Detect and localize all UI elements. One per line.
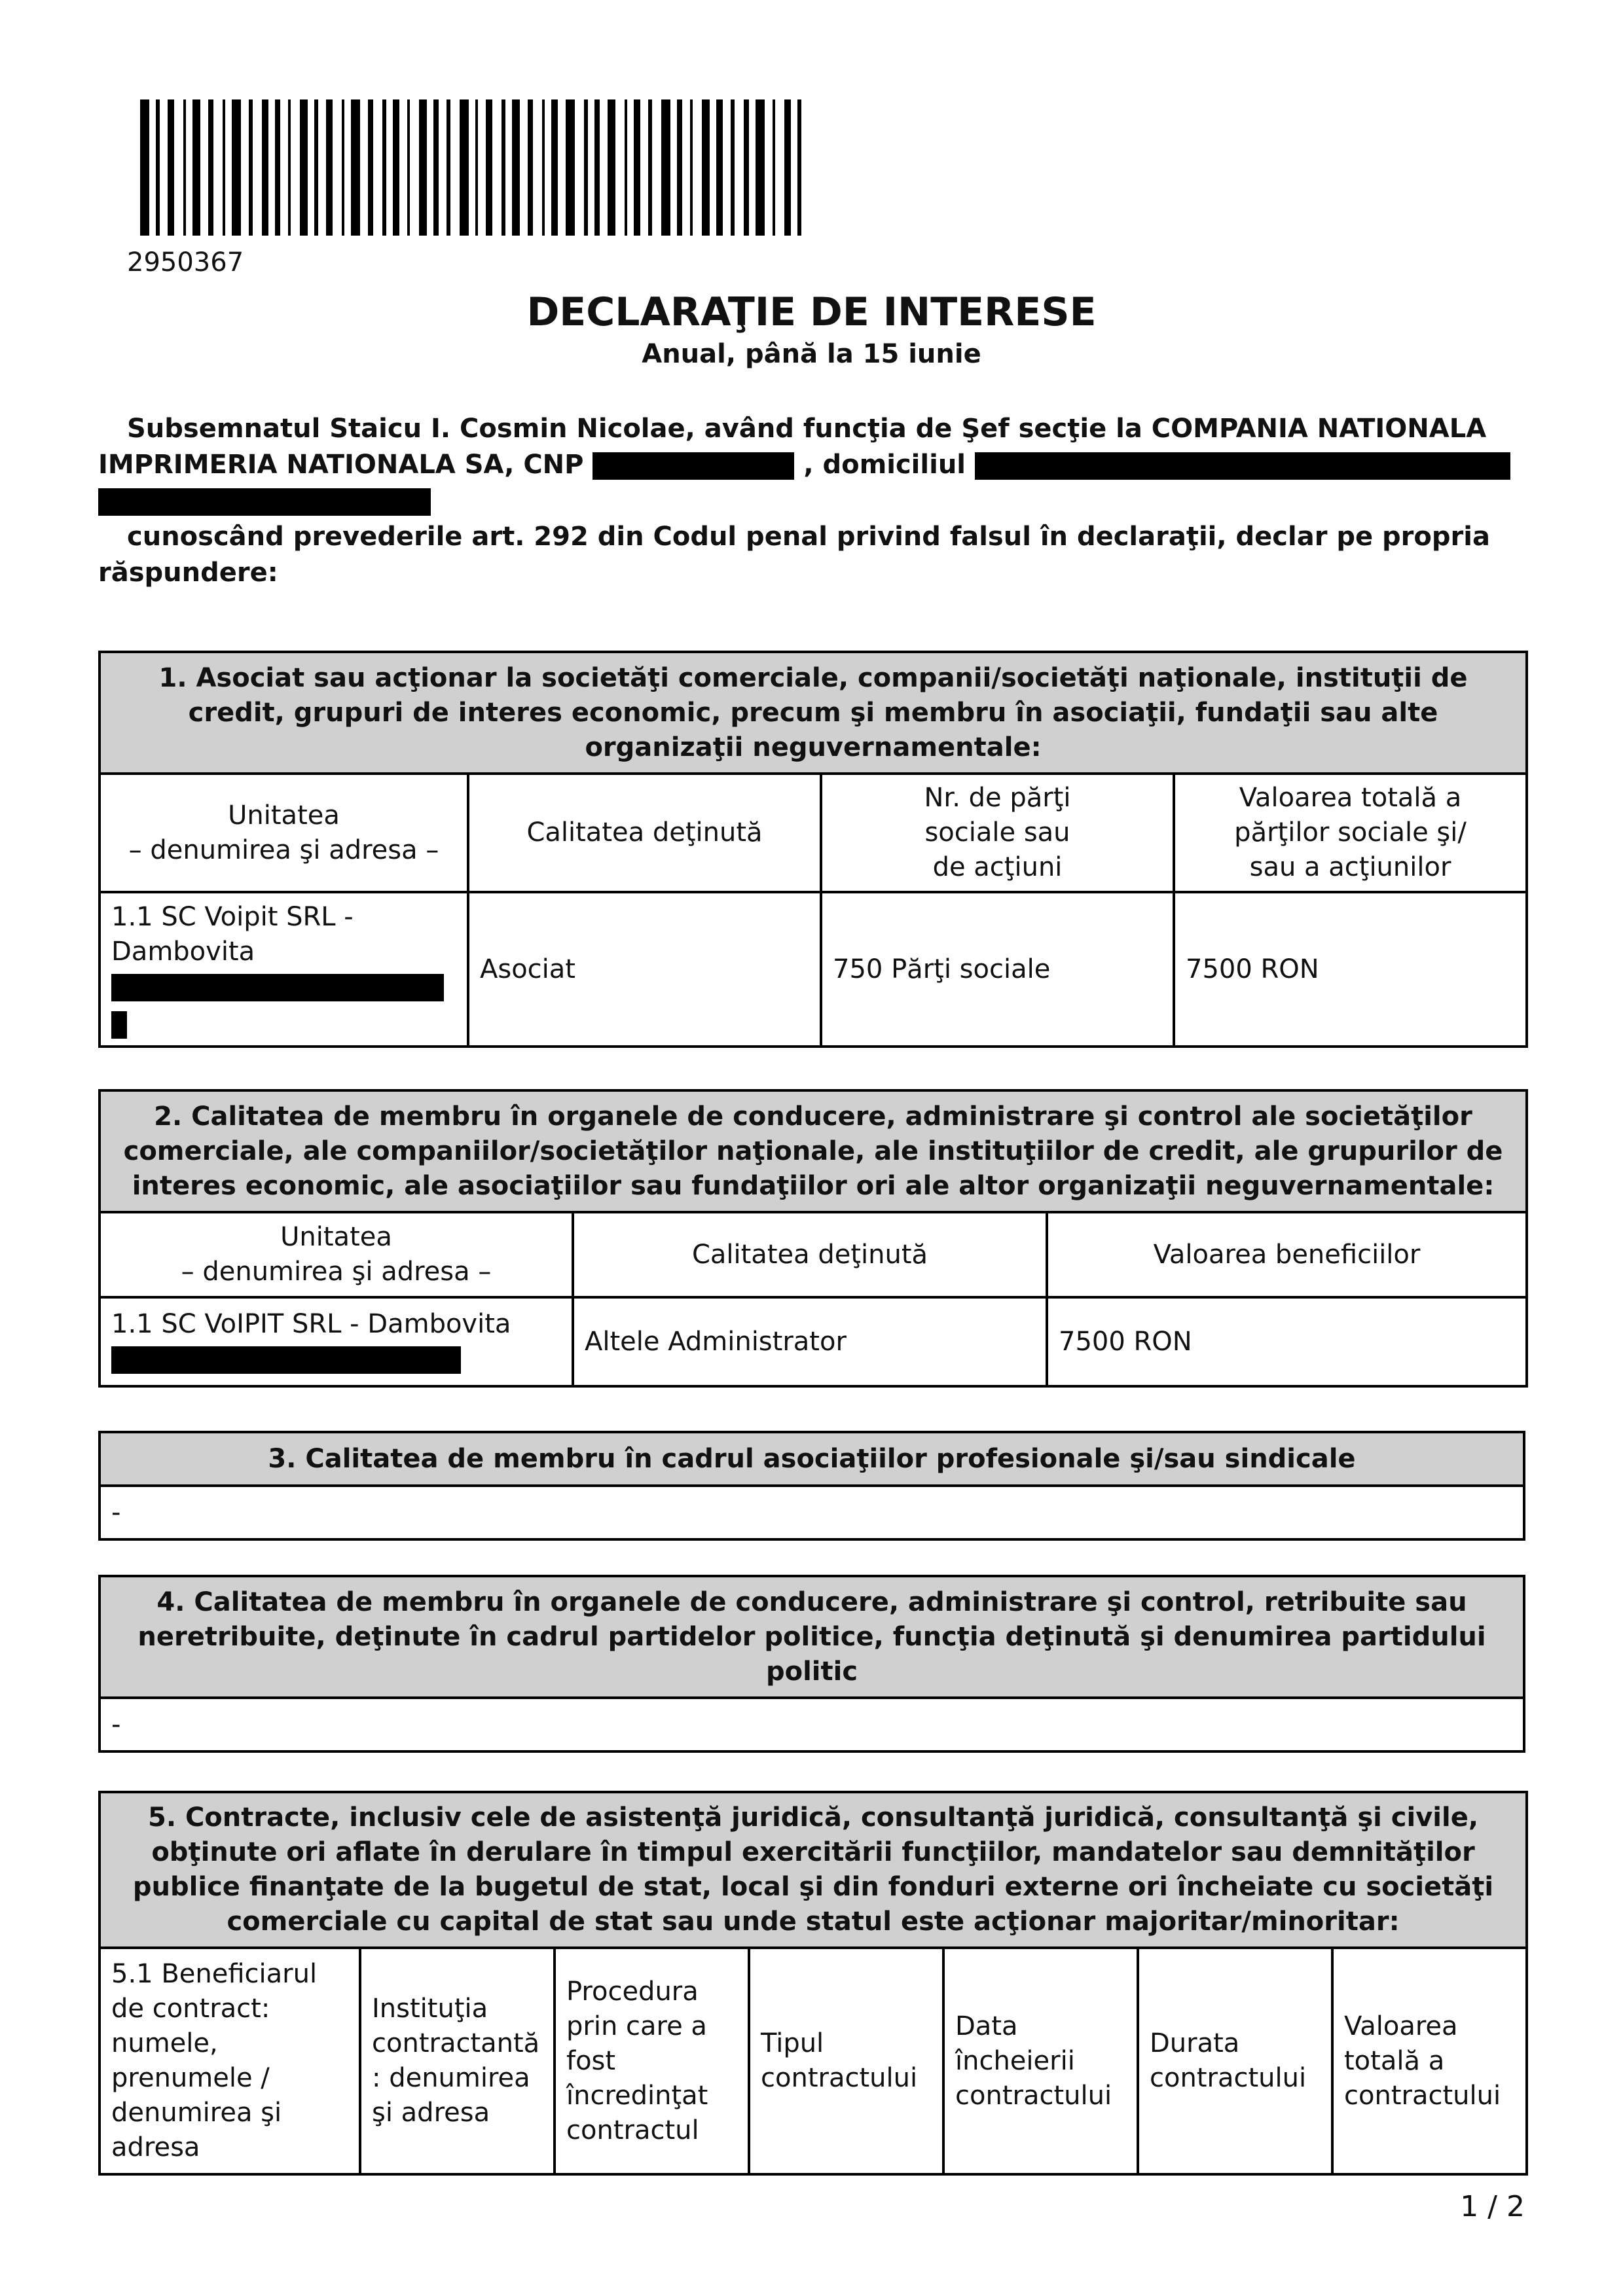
col-role-header: Calitatea deţinută [468, 774, 821, 892]
col-unit-header: Unitatea – denumirea şi adresa – [100, 1212, 573, 1297]
col-type-header: Tipul contractului [749, 1948, 943, 2174]
section-4-heading: 4. Calitatea de membru în organele de conducere, administrare şi control, retribuite sau neretribuite, deţinute în cadrul partidelor politice, funcţia deţinută şi denumirea partidului politic [100, 1576, 1524, 1698]
row-unit: 1.1 SC Voipit SRL - Dambovita [111, 902, 354, 967]
redacted-unit-address-cont [111, 1011, 127, 1039]
row-unit-cell [100, 1297, 573, 1386]
section-1-table [98, 651, 1528, 1048]
section-4-content: - [100, 1698, 1524, 1751]
col-shares-header: Nr. de părţi sociale sau de acţiuni [821, 774, 1174, 892]
col-role-header: Calitatea deţinută [573, 1212, 1047, 1297]
table-row [100, 892, 1527, 1047]
col-value-header: Valoarea totală a părţilor sociale şi/ sau a acţiunilor [1174, 774, 1527, 892]
col-benefits-header: Valoarea beneficiilor [1047, 1212, 1527, 1297]
section-3-content: - [100, 1486, 1524, 1539]
col-institution-header: Instituţia contractantă : denumirea şi adresa [360, 1948, 555, 2174]
section-5-heading: 5. Contracte, inclusiv cele de asistenţă juridică, consultanţă juridică, consultanţă şi civile, obţinute ori aflate în derulare în timpul exercitării funcţiilor, mandatelor sau demnităţilor publice finanţate de la bugetul de stat, local şi din fonduri externe ori încheiate cu societăţi comerciale cu capital de stat sau unde statul este acţionar majoritar/minoritar: [100, 1792, 1527, 1948]
declarant-text: Subsemnatul Staicu I. Cosmin Nicolae, având funcţia de Şef secţie la COMPANIA NATIONALA IMPRIMERIA NATIONALA SA, CNP [98, 414, 1487, 480]
row-unit-cell [100, 892, 468, 1047]
domicile-label: , domiciliul [803, 450, 966, 480]
row-value: 7500 RON [1174, 892, 1527, 1047]
row-shares: 750 Părţi sociale [821, 892, 1174, 1047]
col-procedure-header: Procedura prin care a fost încredinţat contractul [555, 1948, 749, 2174]
row-role: Asociat [468, 892, 821, 1047]
row-value: 7500 RON [1047, 1297, 1527, 1386]
section-5-table [98, 1791, 1528, 2176]
barcode [140, 99, 880, 236]
row-role: Altele Administrator [573, 1297, 1047, 1386]
document-title: DECLARAŢIE DE INTERESE [526, 289, 1097, 335]
declaration-statement: cunoscând prevederile art. 292 din Codul penal privind falsul în declaraţii, declar pe propria răspundere: [98, 522, 1490, 588]
document-subtitle: Anual, până la 15 iunie [642, 339, 981, 369]
page-number: 1 / 2 [1460, 2190, 1525, 2223]
col-duration-header: Durata contractului [1138, 1948, 1332, 2174]
section-3-table [98, 1431, 1525, 1541]
section-2-table [98, 1089, 1528, 1388]
redacted-unit-address [111, 1346, 461, 1374]
redacted-address-cont [98, 488, 431, 516]
redacted-unit-address [111, 974, 444, 1001]
table-row [100, 1297, 1527, 1386]
declaration-intro [98, 411, 1525, 519]
barcode-number: 2950367 [127, 247, 244, 278]
section-1-heading: 1. Asociat sau acţionar la societăţi comerciale, companii/societăţi naţionale, instituţii de credit, grupuri de interes economic, precum şi membru în asociaţii, fundaţii sau alte organizaţii neguvernamentale: [100, 652, 1527, 774]
redacted-address [975, 452, 1510, 480]
section-4-table [98, 1575, 1525, 1753]
redacted-cnp [593, 452, 794, 480]
col-beneficiary-header: 5.1 Beneficiarul de contract: numele, prenumele / denumirea şi adresa [100, 1948, 360, 2174]
col-total-value-header: Valoarea totală a contractului [1332, 1948, 1527, 2174]
col-unit-header: Unitatea – denumirea şi adresa – [100, 774, 468, 892]
section-2-heading: 2. Calitatea de membru în organele de conducere, administrare şi control ale societăţilor comerciale, ale companiilor/societăţilor naţionale, ale instituţiilor de credit, ale grupurilor de interes economic, ale asociaţiilor sau fundaţiilor ori ale altor organizaţii neguvernamentale: [100, 1090, 1527, 1212]
row-unit: 1.1 SC VoIPIT SRL - Dambovita [111, 1309, 511, 1339]
section-3-heading: 3. Calitatea de membru în cadrul asociaţiilor profesionale şi/sau sindicale [100, 1432, 1524, 1486]
col-date-header: Data încheierii contractului [943, 1948, 1138, 2174]
